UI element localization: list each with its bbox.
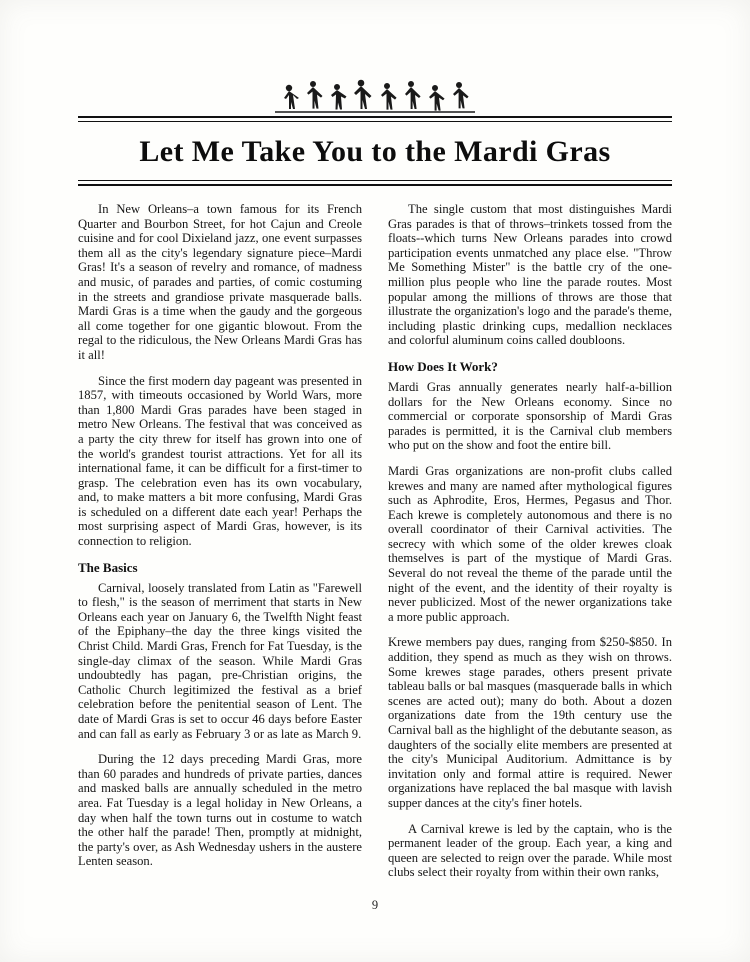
rule-below-title (78, 180, 672, 186)
column-right (388, 202, 672, 891)
page-content (78, 70, 672, 891)
masthead (78, 70, 672, 186)
article-columns (78, 202, 672, 891)
rule-above-title (78, 116, 672, 122)
body-paragraph: In New Orleans–a town famous for its French Quarter and Bourbon Street, for hot Cajun and Creole cuisine and for cool Dixieland jazz, one event surpasses them all as the city's legendary signature piece–Mardi Gras! It's a season of revelry and romance, of madness and music, of parades and parties, of comic costuming in the streets and grandiose private masquerade balls. Mardi Gras is a time when the gaudy and the gorgeous all come together for one gigantic blowout. From the regal to the ridiculous, the New Orleans Mardi Gras has it all! (78, 202, 362, 362)
body-paragraph: A Carnival krewe is led by the captain, who is the permanent leader of the group. Each year, a king and queen are selected to reign over the parade. While most clubs select their royalty from within their own ranks, (388, 821, 672, 880)
page-number: 9 (371, 898, 379, 912)
section-heading: The Basics (78, 559, 138, 575)
parade-figures-ornament-icon (78, 70, 672, 114)
section-heading: How Does It Work? (388, 358, 498, 374)
page-title: Let Me Take You to the Mardi Gras (139, 135, 611, 168)
body-paragraph: Since the first modern day pageant was presented in 1857, with timeouts occasioned by World Wars, more than 1,800 Mardi Gras parades have been staged in metro New Orleans. The festival that was conceived as a party the city threw for itself has grown into one of the world's grandest tourist attractions. Yet for all its international fame, it can be difficult for a first-timer to grasp. The celebration even has its own vocabulary, and, to make matters a bit more confusing, Mardi Gras is scheduled on a different date each year! Perhaps the most surprising aspect of Mardi Gras, however, is its connection to religion. (78, 373, 362, 549)
body-paragraph: Mardi Gras organizations are non-profit clubs called krewes and many are named after mythological figures such as Aphrodite, Eros, Hermes, Pegasus and Thor. Each krewe is completely autonomous and there is no overall coordinator of their Carnival activities. The secrecy with which some of the older krewes cloak themselves is part of the mystique of Mardi Gras. Several do not reveal the theme of the parade until the night of the event, and the identity of their royalty is never publicized. Most of the newer organizations take a more public approach. (388, 463, 672, 624)
body-paragraph: Carnival, loosely translated from Latin as "Farewell to flesh," is the season of merriment that starts in New Orleans each year on January 6, the Twelfth Night feast of the Epiphany–the day the three kings visited the Christ Child. Mardi Gras, French for Fat Tuesday, is the single-day climax of the season. While Mardi Gras undoubtedly has pagan, pre-Christian origins, the Catholic Church legitimized the festival as a brief celebration before the penitential season of Lent. The date of Mardi Gras is set to occur 46 days before Easter and can fall as early as February 3 or as late as March 9. (78, 580, 362, 741)
body-paragraph: During the 12 days preceding Mardi Gras, more than 60 parades and hundreds of private parties, dances and masked balls are annually scheduled in the metro area. Fat Tuesday is a legal holiday in New Orleans, a day when half the town turns out in costume to watch the other half the parade! Then, promptly at midnight, the party's over, as Ash Wednesday ushers in the austere Lenten season. (78, 752, 362, 869)
body-paragraph: Mardi Gras annually generates nearly half-a-billion dollars for the New Orleans economy. Since no commercial or corporate sponsorship of Mardi Gras parades is permitted, it is the Carnival club members who put on the show and foot the entire bill. (388, 379, 672, 453)
column-left (78, 202, 362, 891)
body-paragraph: Krewe members pay dues, ranging from $250-$850. In addition, they spend as much as they wish on throws. Some krewes stage parades, others present private tableau balls or bal masques (masquerade balls in which scenes are acted out); many do both. About a dozen organizations date from the 19th century use the Carnival ball as the highlight of the debutante season, as daughters of the socially elite members are presented at the city's Municipal Auditorium. Admittance is by invitation only and formal attire is required. Newer organizations have replaced the bal masque with lavish supper dances at the city's finer hotels. (388, 635, 672, 810)
body-paragraph: The single custom that most distinguishes Mardi Gras parades is that of throws–trinkets tossed from the floats--which turns New Orleans parades into crowd participation events unmatched any place else. "Throw Me Something Mister" is the battle cry of the one-million plus people who line the parade routes. Most popular among the millions of throws are those that illustrate the organization's logo and the parade's theme, including plastic drinking cups, medallion necklaces and colorful aluminum coins called doubloons. (388, 202, 672, 348)
